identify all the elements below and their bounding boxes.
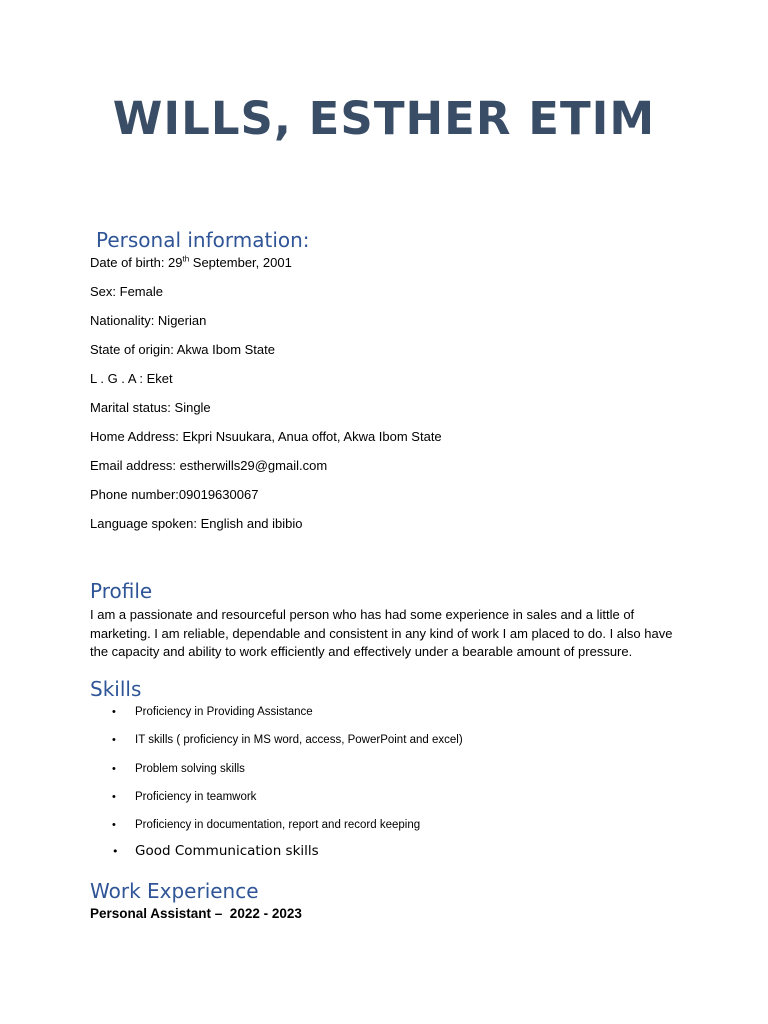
work-experience-heading: Work Experience [90, 879, 259, 903]
skill-label: Proficiency in teamwork [135, 791, 257, 803]
resume-name-title: WILLS, ESTHER ETIM [112, 92, 656, 145]
bullet-icon: • [112, 706, 116, 718]
sex-line: Sex: Female [90, 284, 163, 299]
home-address-line: Home Address: Ekpri Nsuukara, Anua offot, Akwa Ibom State [90, 429, 442, 444]
bullet-icon: • [112, 734, 116, 746]
job-title: Personal Assistant – 2022 - 2023 [90, 906, 302, 921]
bullet-icon: • [112, 845, 119, 858]
list-item [112, 761, 245, 777]
bullet-icon: • [112, 791, 116, 803]
dob-label: Date of birth: 29 [90, 255, 183, 270]
bullet-icon: • [112, 763, 116, 775]
nationality-line: Nationality: Nigerian [90, 313, 207, 328]
list-item [112, 789, 256, 805]
date-of-birth [90, 255, 292, 271]
list-item [112, 817, 420, 833]
phone-number-line: Phone number:09019630067 [90, 487, 259, 502]
personal-information-heading: Personal information: [96, 228, 310, 252]
skill-label: Good Communication skills [135, 843, 319, 859]
skills-heading: Skills [90, 677, 142, 701]
language-spoken-line: Language spoken: English and ibibio [90, 516, 303, 531]
bullet-icon: • [112, 819, 116, 831]
skill-label: Proficiency in Providing Assistance [135, 706, 313, 718]
skill-label: Proficiency in documentation, report and record keeping [135, 819, 421, 831]
marital-status-line: Marital status: Single [90, 400, 211, 415]
email-address-line: Email address: estherwills29@gmail.com [90, 458, 328, 473]
profile-heading: Profile [90, 579, 153, 603]
skill-label: Problem solving skills [135, 763, 245, 775]
state-of-origin-line: State of origin: Akwa Ibom State [90, 342, 275, 357]
list-item [112, 843, 319, 860]
skill-label: IT skills ( proficiency in MS word, access, PowerPoint and excel) [135, 734, 463, 746]
profile-paragraph: I am a passionate and resourceful person who has had some experience in sales and a little of marketing. I am reliable, dependable and consistent in any kind of work I am placed to do. I also have the capacity and ability to work efficiently and effectively under a bearable amount of pressure. [90, 607, 673, 659]
lga-line: L . G . A : Eket [90, 371, 173, 386]
list-item [112, 732, 463, 748]
list-item [112, 704, 313, 720]
dob-ordinal: th [182, 254, 190, 264]
dob-rest: September, 2001 [189, 255, 292, 270]
